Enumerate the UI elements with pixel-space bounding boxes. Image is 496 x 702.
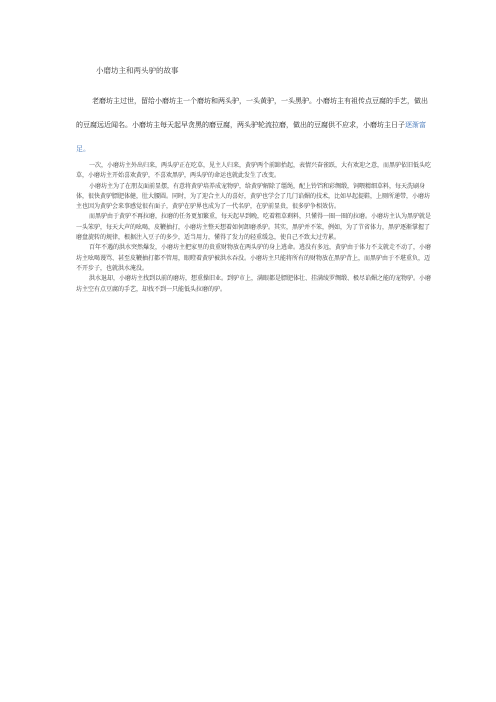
intro-text: 老磨坊主过世，留给小磨坊主一个磨坊和两头驴，一头黄驴，一头黑驴。小磨坊主有祖传点豆腐的手艺，做出的豆腐远近闻名。小磨坊主每天起早贪黑的磨豆腐，两头驴轮流拉磨，做出的豆腐供不应求，小磨坊主日子 <box>76 97 428 129</box>
intro-highlight-text: 逐渐富足。 <box>76 121 426 153</box>
intro-paragraph <box>76 89 432 161</box>
story-paragraph: 百年不遇的洪水突然爆发，小磨坊主把家里的贵重财物放在两头驴的身上逃命。逃没有多远，黄驴由于体力不支就走不动了，小磨坊主吆喝谩骂、甚至皮鞭抽打都不管用，眼瞪着黄驴被洪水吞没。小磨坊主只能将所有的财物放在黑驴背上，而黑驴由于不堪重负，迈不开步子，也就洪水淹没。 <box>76 244 432 272</box>
story-paragraph: 而黑驴由于黄驴不再拉磨，拉磨的任务更加繁重，每天起早到晚，吃着粗草剩料，只懂得一圈一圈的拉磨。小磨坊主认为黑驴就是一头笨驴，每天大声的吆喝，皮鞭抽打，小磨坊主整天想着如何卸磨杀驴。其实，黑驴并不笨，例如，为了节省体力，黑驴逐渐掌握了磨盘旋转的规律，根据注入豆子的多少，适当用力，懂得了发力的轻重缓急，使自己不致太过劳累。 <box>76 213 432 242</box>
story-paragraph: 一次，小磨坊主外出归来，两头驴正在吃草，见主人归来，黄驴两个前蹄抬起，表情兴奋雀跃，大有欢迎之意，而黑驴依旧低头吃草，小磨坊主开始喜欢黄驴，不喜欢黑驴，两头驴的命运也就此发生了改变。 <box>76 162 432 180</box>
story-paragraph: 小磨坊主为了在朋友面前显摆，有意将黄驴培养成宠物驴，给黄驴解除了缰绳，配上铃铛和彩绸缎，饲喂精细草料，每天洗刷身体，很快黄驴膘肥体健，肚大腰圆。同时，为了迎合主人的喜好，黄驴也学会了几门谄媚的技术，比如早起提鞋，上厕所递带，小磨坊主也因为黄驴会来事感觉很有面子，黄驴在驴界也成为了一代名驴，在驴前显贵，很多驴争相效仿。 <box>76 182 431 211</box>
document-title: 小磨坊主和两头驴的故事 <box>96 66 179 75</box>
story-paragraph: 洪水退却，小磨坊主找到以前的磨坊，想重操旧业。到驴市上，满眼都是膘肥体壮、挂满绫罗绸缎、极尽谄媚之能的宠物驴。小磨坊主空有点豆腐的手艺，却找不到一只能低头拉磨的驴。 <box>76 275 432 293</box>
story-body <box>76 161 434 295</box>
